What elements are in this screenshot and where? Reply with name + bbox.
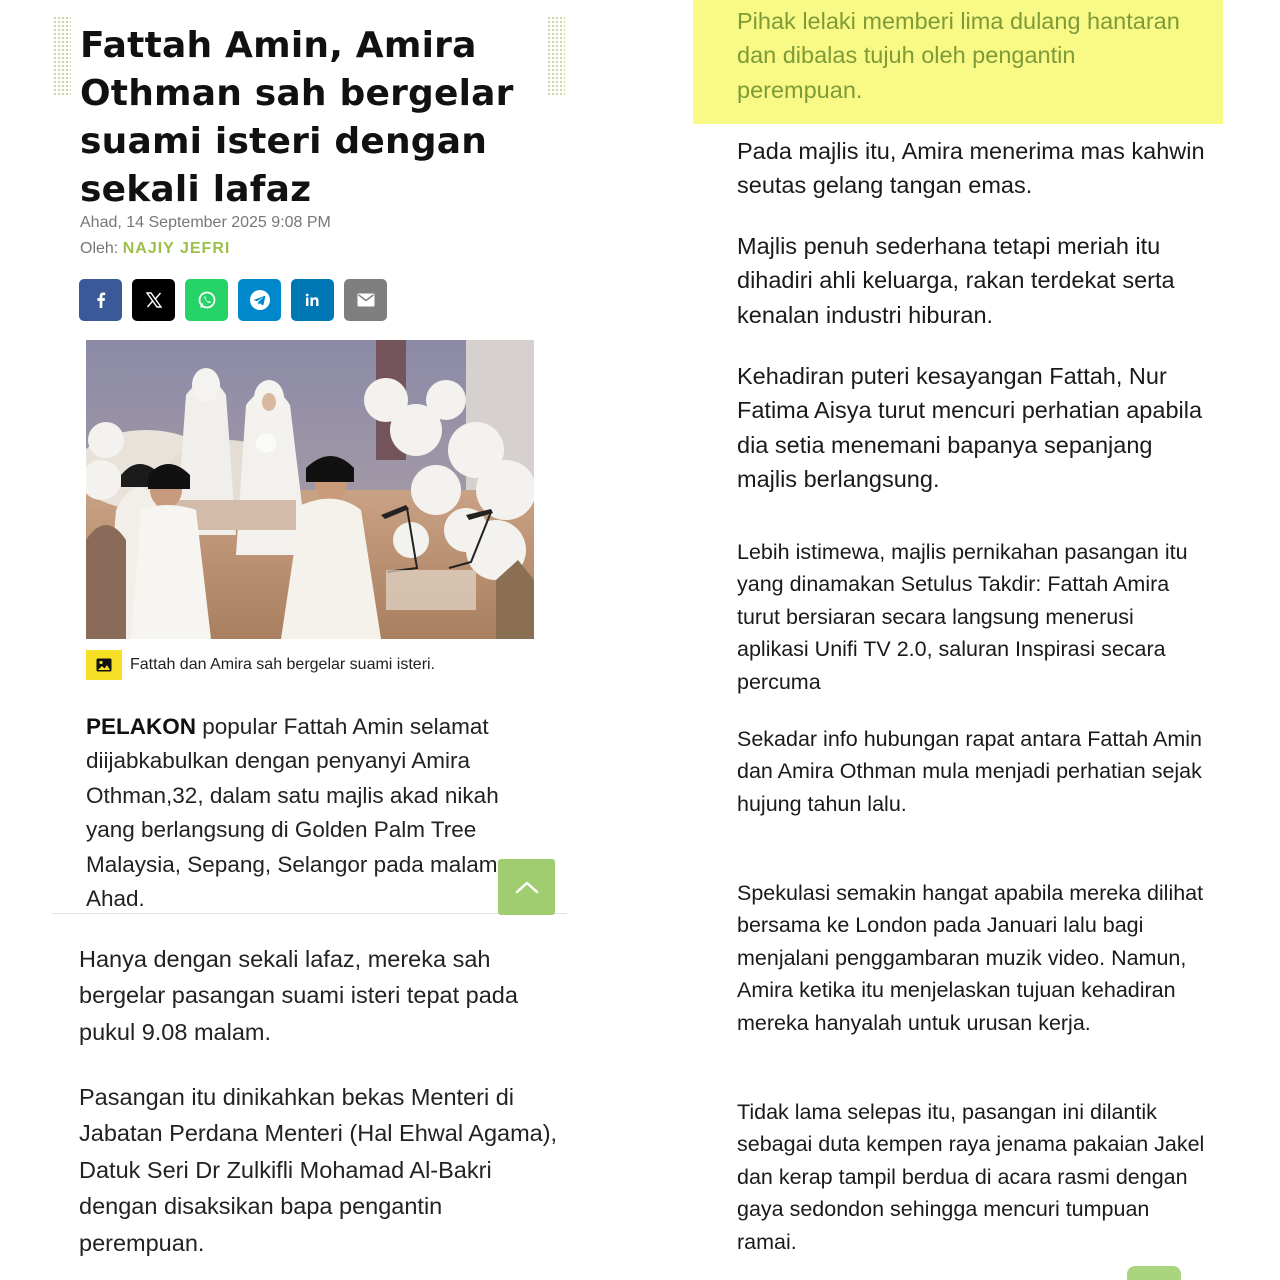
share-linkedin-button[interactable]: [291, 279, 334, 321]
linkedin-icon: [305, 293, 321, 307]
share-whatsapp-button[interactable]: [185, 279, 228, 321]
article-date: Ahad, 14 September 2025 9:08 PM: [80, 214, 331, 231]
email-icon: [357, 293, 375, 307]
scroll-to-top-button-partial[interactable]: [1127, 1266, 1181, 1280]
article-headline: Fattah Amin, Amira Othman sah bergelar suami isteri dengan sekali lafaz: [80, 25, 514, 210]
image-icon: [86, 650, 122, 680]
body-paragraph-2: Pasangan itu dinikahkan bekas Menteri di Jabatan Perdana Menteri (Hal Ehwal Agama), Datuk Seri Dr Zulkifli Mohamad Al-Bakri dengan disaksikan bapa pengantin perempuan.: [79, 1084, 558, 1256]
share-telegram-button[interactable]: [238, 279, 281, 321]
author-name-link[interactable]: NAJIY JEFRI: [122, 240, 231, 257]
photo-caption: [86, 650, 435, 680]
section-divider: [52, 913, 567, 914]
lead-paragraph: [86, 710, 526, 916]
lead-rest: popular Fattah Amin selamat diijabkabulkan dengan penyanyi Amira Othman,32, dalam satu majlis akad nikah yang berlangsung di Golden Palm Tree Malaysia, Sepang, Selangor pada malam Ahad.: [86, 714, 499, 912]
lead-bold-word: PELAKON: [86, 714, 197, 739]
right-paragraph-2: Majlis penuh sederhana tetapi meriah itu dihadiri ahli keluarga, rakan terdekat serta kenalan industri hiburan.: [737, 233, 1175, 328]
highlight-quote: Pihak lelaki memberi lima dulang hantaran dan dibalas tujuh oleh pengantin perempuan.: [737, 8, 1180, 103]
wedding-ceremony-image: [86, 340, 534, 639]
scroll-to-top-button[interactable]: [498, 859, 555, 915]
right-paragraph-7: Tidak lama selepas itu, pasangan ini dilantik sebagai duta kempen raya jenama pakaian Jakel dan kerap tampil berdua di acara rasmi dengan gaya sedondon sehingga mencuri tumpuan ramai.: [737, 1100, 1205, 1254]
share-buttons: [79, 279, 387, 321]
decor-dots-left: [53, 16, 71, 96]
right-paragraph-6: Spekulasi semakin hangat apabila mereka dilihat bersama ke London pada Januari lalu bagi menjalani penggambaran muzik video. Namun, Amira ketika itu menjelaskan tujuan kehadiran mereka hanyalah untuk urusan kerja.: [737, 881, 1204, 1035]
right-paragraph-5: Sekadar info hubungan rapat antara Fattah Amin dan Amira Othman mula menjadi perhatian sejak hujung tahun lalu.: [737, 727, 1202, 816]
x-icon: [146, 292, 162, 308]
share-email-button[interactable]: [344, 279, 387, 321]
share-x-button[interactable]: [132, 279, 175, 321]
article-photo[interactable]: [86, 340, 534, 639]
article-author: [80, 240, 230, 258]
caption-text: Fattah dan Amira sah bergelar suami isteri.: [130, 656, 436, 673]
author-prefix: Oleh:: [80, 240, 119, 257]
right-paragraph-3: Kehadiran puteri kesayangan Fattah, Nur Fatima Aisya turut mencuri perhatian apabila dia setia menemani bapanya sepanjang majlis berlangsung.: [737, 363, 1203, 492]
share-facebook-button[interactable]: [79, 279, 122, 321]
telegram-icon: [249, 289, 271, 311]
right-paragraph-1: Pada majlis itu, Amira menerima mas kahwin seutas gelang tangan emas.: [737, 138, 1205, 199]
body-paragraph-1: Hanya dengan sekali lafaz, mereka sah bergelar pasangan suami isteri tepat pada pukul 9.08 malam.: [79, 946, 518, 1045]
facebook-icon: [94, 292, 108, 308]
chevron-up-icon: [515, 880, 539, 894]
right-paragraph-4: Lebih istimewa, majlis pernikahan pasangan itu yang dinamakan Setulus Takdir: Fattah Amira turut bersiaran secara langsung menerusi aplikasi Unifi TV 2.0, saluran Inspirasi secara percuma: [737, 540, 1188, 694]
whatsapp-icon: [197, 290, 217, 310]
